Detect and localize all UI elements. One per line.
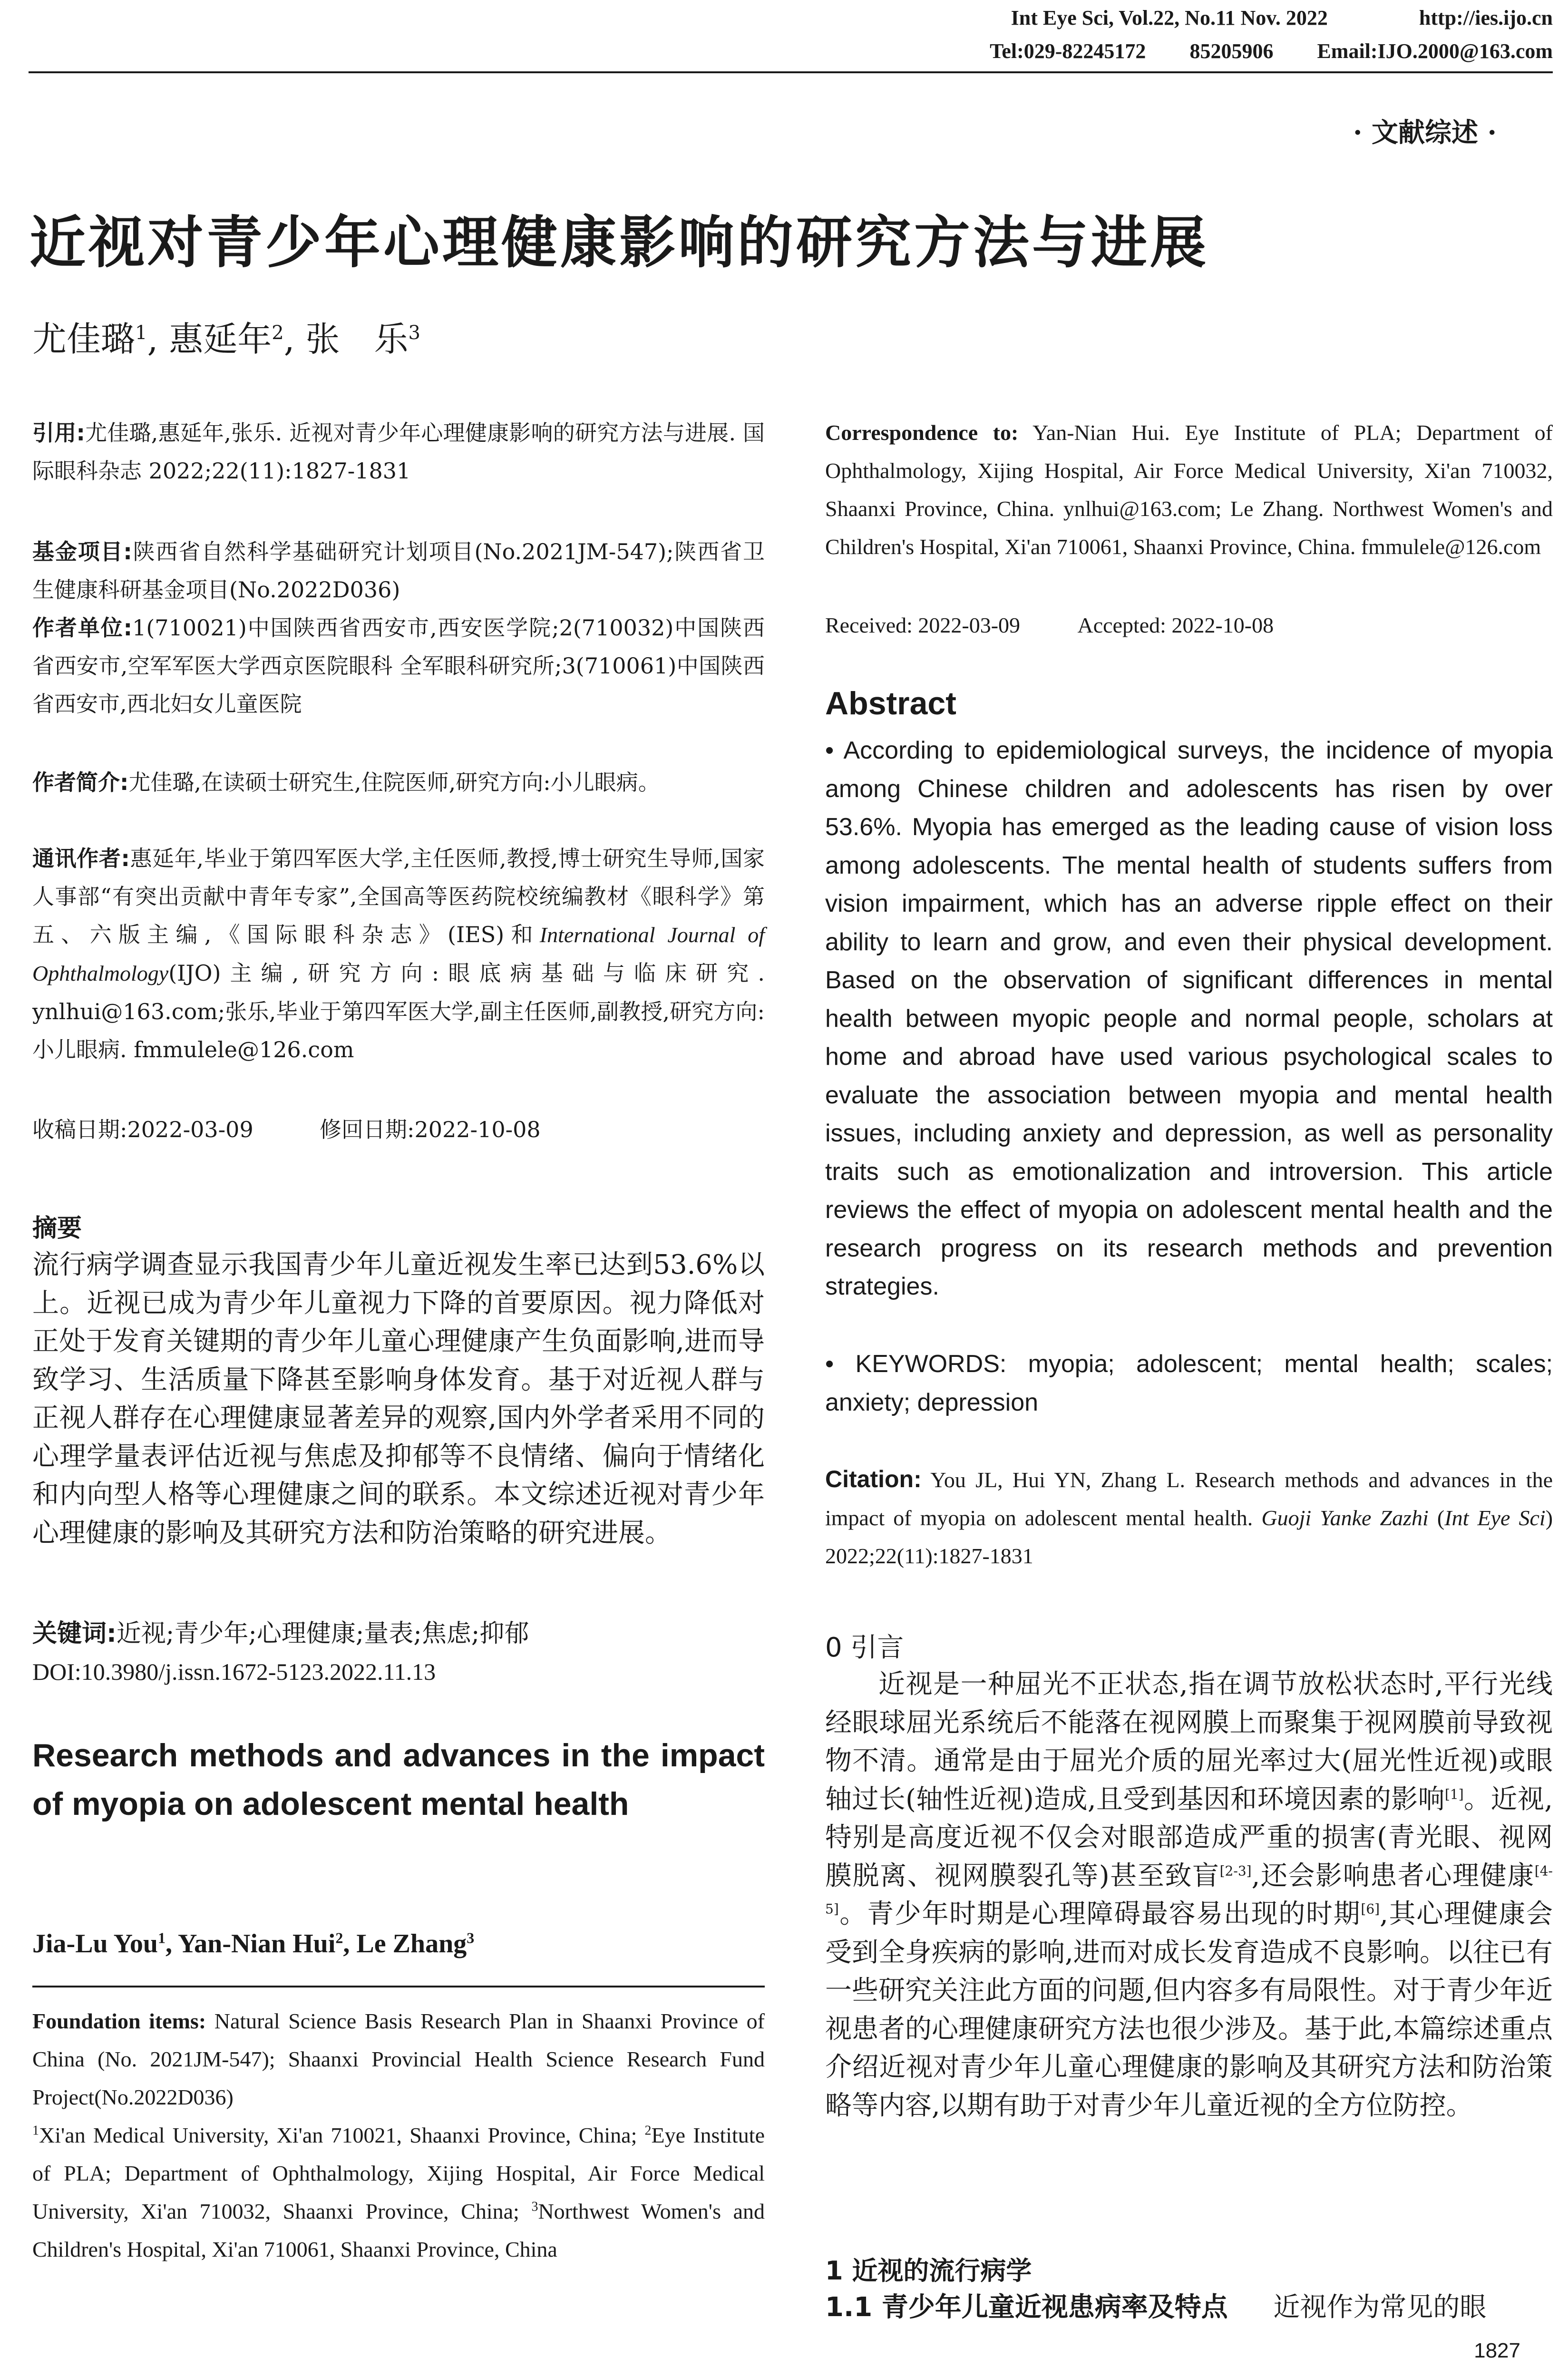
bio-block: [32, 763, 765, 801]
corr-block-zh: [32, 839, 765, 1069]
citation-en-text: You JL, Hui YN, Zhang L. Research methods and advances in the impact of myopia on adolescent mental health.: [825, 1468, 1553, 1530]
author-sup: 3: [408, 322, 420, 344]
intro-text: 。近视,特别是高度近视不仅会对眼部造成严重的损害(青光眼、视网膜脱离、视网膜裂孔等)甚至致盲: [825, 1783, 1553, 1891]
keywords-en-label: • KEYWORDS:: [825, 1350, 1007, 1378]
journal-line: Int Eye Sci, Vol.22, No.11 Nov. 2022: [1011, 6, 1328, 29]
tel: Tel:029-82245172: [990, 39, 1146, 63]
page-title: 近视对青少年心理健康影响的研究方法与进展: [29, 210, 1209, 275]
dates-zh: [32, 1111, 765, 1149]
author-name: 张 乐: [305, 319, 409, 359]
page-number: 1827: [1474, 2339, 1520, 2362]
intro-text: ,其心理健康会受到全身疾病的影响,进而对成长发育造成不良影响。以往已有一些研究关注此方面的问题,但内容多有局限性。对于青少年近视患者的心理健康研究方法也很少涉及。基于此,本篇综述重点介绍近视对青少年儿童心理健康的影响及其研究方法和防治策略等内容,以期有助于对青少年儿童近视的全方位防控。: [825, 1899, 1553, 2121]
fund-text: 陕西省自然科学基础研究计划项目(No.2021JM-547);陕西省卫生健康科研基金项目(No.2022D036): [32, 539, 765, 603]
bio-label: 作者简介:: [32, 770, 129, 795]
correspondence-text: Yan-Nian Hui. Eye Institute of PLA; Department of Ophthalmology, Xijing Hospital, Air Force Medical University, Xi'an 710032, Shaanxi Province, China. ynlhui@163.com; Le Zhang. Northwest Women's and Children's Hospital, Xi'an 710061, Shaanxi Province, China. fmmulele@126.com: [825, 420, 1553, 559]
bio-text: 尤佳璐,在读硕士研究生,住院医师,研究方向:小儿眼病。: [128, 770, 660, 795]
ref: [2-3]: [1219, 1862, 1252, 1879]
section-1-1-text: 近视作为常见的眼: [1273, 2292, 1487, 2323]
email[interactable]: Email:IJO.2000@163.com: [1317, 39, 1553, 63]
foundation-label: Foundation items:: [32, 2009, 206, 2033]
corr-text: 惠延年,毕业于第四军医大学,主任医师,教授,博士研究生导师,国家人事部“有突出贡献中青年专家”,全国高等医药院校统编教材《眼科学》第五、六版主编,《国际眼科杂志》(IES)和: [32, 846, 765, 947]
intro-heading: 0 引言: [825, 1632, 904, 1663]
fax: 85205906: [1189, 39, 1274, 63]
unit-text: 1(710021)中国陕西省西安市,西安医学院;2(710032)中国陕西省西安市,空军军医大学西京医院眼科 全军眼科研究所;3(710061)中国陕西省西安市,西北妇女儿童医院: [32, 615, 765, 717]
author-en-sup: 3: [467, 1929, 475, 1947]
correspondence-label: Correspondence to:: [825, 420, 1019, 445]
keywords-en: [825, 1345, 1553, 1422]
intro-text: 。青少年时期是心理障碍最容易出现的时期: [838, 1899, 1361, 1929]
title-en: Research methods and advances in the impact of myopia on adolescent mental health: [32, 1737, 765, 1822]
abstract-text-en: [825, 731, 1553, 1306]
citation-en-journal: Guoji Yanke Zazhi: [1261, 1506, 1429, 1530]
contact-header: [990, 37, 1553, 66]
received-zh: 收稿日期:2022-03-09: [32, 1117, 253, 1142]
keywords-zh: [32, 1615, 765, 1653]
citation-en-abbr: Int Eye Sci: [1444, 1506, 1546, 1530]
foundation-text: Natural Science Basis Research Plan in Shaanxi Province of China (No. 2021JM-547); Shaanxi Provincial Health Science Research Fund Project(No.2022D036): [32, 2009, 765, 2109]
abstract-bullet: •: [825, 737, 834, 764]
journal-url[interactable]: http://ies.ijo.cn: [1419, 6, 1553, 29]
citation-label: 引用:: [32, 420, 85, 446]
abstract-heading-en: Abstract: [825, 685, 956, 721]
citation-en-open: (: [1437, 1506, 1445, 1530]
unit-block: [32, 609, 765, 723]
revised-zh: 修回日期:2022-10-08: [319, 1117, 541, 1142]
abstract-body: According to epidemiological surveys, the incidence of myopia among Chinese children and adolescents has risen by over 53.6%. Myopia has emerged as the leading cause of vision loss among adolescents. The mental health of students suffers from vision impairment, which has an adverse ripple effect on their ability to learn and grow, and even their physical development. Based on the observation of significant differences in mental health between myopic people and normal people, scholars at home and abroad have used various psychological scales to evaluate the association between myopia and mental health issues, including anxiety and depression, as well as personality traits such as emotionalization and introversion. This article reviews the effect of myopia on adolescent mental health and the research progress on its research methods and prevention strategies.: [825, 737, 1553, 1300]
dates-en: [825, 606, 1553, 644]
fund-block: [32, 533, 765, 609]
abstract-text-zh: 流行病学调查显示我国青少年儿童近视发生率已达到53.6%以上。近视已成为青少年儿童视力下降的首要原因。视力降低对正处于发育关键期的青少年儿童心理健康产生负面影响,进而导致学习、生活质量下降甚至影响身体发育。基于对近视人群与正视人群存在心理健康显著差异的观察,国内外学者采用不同的心理学量表评估近视与焦虑及抑郁等不良情绪、偏向于情绪化和内向型人格等心理健康之间的联系。本文综述近视对青少年心理健康的影响及其研究方法和防治策略的研究进展。: [32, 1249, 765, 1549]
author-en-sup: 2: [335, 1929, 343, 1947]
received-en: Received: 2022-03-09: [825, 613, 1021, 637]
citation-en-text-2: ) 2022;22(11):1827-1831: [825, 1506, 1553, 1568]
citation-en-label: Citation:: [825, 1466, 922, 1492]
author-name: 惠延年: [169, 319, 272, 359]
author-en-name: Le Zhang: [356, 1929, 467, 1958]
affil-3: Northwest Women's and Children's Hospital, Xi'an 710061, Shaanxi Province, China: [32, 2199, 765, 2261]
unit-label: 作者单位:: [32, 615, 133, 641]
abstract-label-zh: 摘要: [32, 1214, 82, 1243]
author-en-name: Yan-Nian Hui: [177, 1929, 336, 1958]
author-sup: 2: [272, 322, 284, 344]
keywords-label: 关键词:: [32, 1619, 117, 1648]
authors-zh: 尤佳璐$^1$, 惠延年$^2$, 张 乐$^3$: [32, 319, 420, 359]
intro-text: ,还会影响患者心理健康: [1251, 1860, 1535, 1891]
section-tag: · 文献综述 ·: [1353, 117, 1497, 148]
authors-en: Jia-Lu You$^1$, Yan-Nian Hui$^2$, Le Zhang$^3$: [32, 1929, 475, 1958]
intro-paragraph: [825, 1666, 1553, 2125]
running-header: [1011, 4, 1553, 32]
affil-2: Eye Institute of PLA; Department of Ophthalmology, Xijing Hospital, Air Force Medical University, Xi'an 710032, Shaanxi Province, China;: [32, 2123, 765, 2223]
correspondence-en: [825, 414, 1553, 566]
corr-text: (IJO)主编,研究方向:眼底病基础与临床研究. ynlhui@163.com;张乐,毕业于第四军医大学,副主任医师,副教授,研究方向:小儿眼病. fmmulele@126.com: [32, 960, 765, 1062]
corr-journal: International Journal of Ophthalmology: [32, 923, 765, 985]
affiliations-en: $^1$Xi'an Medical University, Xi'an 710021, Shaanxi Province, China; $^2$Eye Institute of PLA; Department of Ophthalmology, Xijing Hospital, Air Force Medical University, Xi'an 710032, Shaanxi Province, China; $^3$Northwest Women's and Children's Hospital, Xi'an 710061, Shaanxi Province, China: [32, 2123, 765, 2261]
header-rule: [29, 71, 1553, 73]
ref: [1]: [1445, 1786, 1464, 1802]
keywords-en-text: myopia; adolescent; mental health; scales; anxiety; depression: [825, 1350, 1553, 1416]
affil-1: Xi'an Medical University, Xi'an 710021, Shaanxi Province, China;: [39, 2123, 637, 2147]
citation-text: 尤佳璐,惠延年,张乐. 近视对青少年心理健康影响的研究方法与进展. 国际眼科杂志 2022;22(11):1827-1831: [32, 420, 765, 484]
author-name: 尤佳璐: [32, 319, 136, 359]
foundation-en: [32, 2002, 765, 2116]
section-1-1: [825, 2289, 1553, 2327]
section-1-1-heading: 1.1 青少年儿童近视患病率及特点: [825, 2292, 1228, 2323]
ref: [6]: [1361, 1901, 1380, 1917]
citation-block: [32, 414, 765, 490]
keywords-text: 近视;青少年;心理健康;量表;焦虑;抑郁: [116, 1619, 529, 1648]
citation-en: [825, 1460, 1553, 1575]
intro-text: 近视是一种屈光不正状态,指在调节放松状态时,平行光线经眼球屈光系统后不能落在视网膜上而聚集于视网膜前导致视物不清。通常是由于屈光介质的屈光率过大(屈光性近视)或眼轴过长(轴性近视)造成,且受到基因和环境因素的影响: [825, 1669, 1553, 1815]
author-sup: 1: [135, 322, 147, 344]
author-en-sup: 1: [158, 1929, 166, 1947]
accepted-en: Accepted: 2022-10-08: [1077, 613, 1274, 637]
divider: [32, 1986, 765, 1987]
ref: [4-5]: [825, 1862, 1553, 1917]
section-1-heading: 1 近视的流行病学: [825, 2256, 1032, 2286]
corr-label: 通讯作者:: [32, 846, 130, 871]
doi[interactable]: DOI:10.3980/j.issn.1672-5123.2022.11.13: [32, 1658, 436, 1685]
author-en-name: Jia-Lu You: [32, 1929, 158, 1958]
fund-label: 基金项目:: [32, 539, 132, 565]
